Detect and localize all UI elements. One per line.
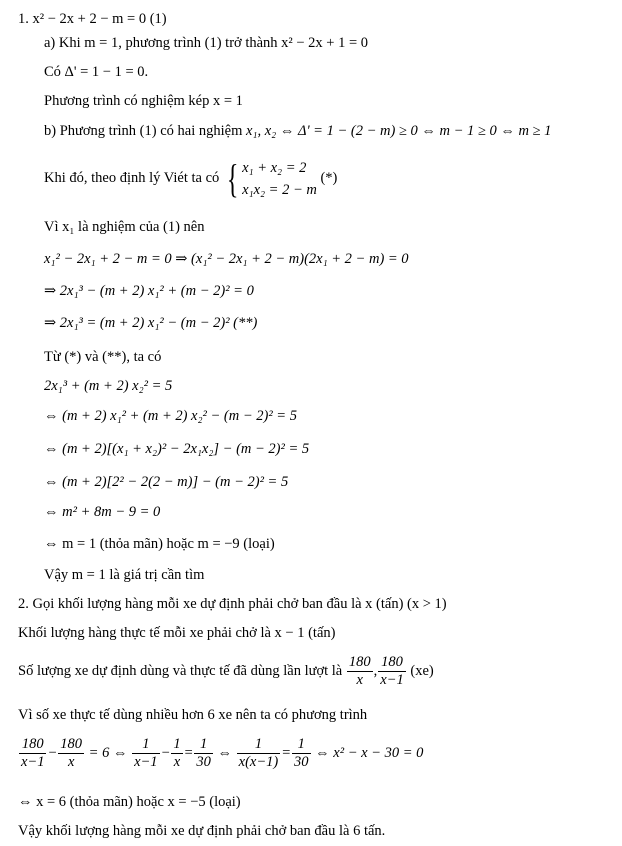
vehicle-count-text: Số lượng xe dự định dùng và thực tế đã dùng lần lượt là xyxy=(18,663,343,679)
equation-5: ⇔ (m + 2) x₁² + (m + 2) x₂² − (m − 2)² = 5 xyxy=(44,408,297,424)
denominator: 30 xyxy=(294,754,309,771)
root-statement: Vì x₁ là nghiệm của (1) nên xyxy=(44,219,205,235)
main-equation: $\frac{180}{x-1}$ − $\frac{180}{x}$ = 6 ⇔ $\frac{1}{x-1}$ − $\frac{1}{x}$ = $\frac{1}{30}$ ⇔ $\frac{1}{x(x-1)}$ = $\frac{1}{30}$ ⇔ x² − x − 30 = 0 xyxy=(21,736,424,771)
fraction-q1 xyxy=(19,736,46,771)
vieta-product: x₁x₂ = 2 − m xyxy=(242,181,317,198)
numerator: 1 xyxy=(142,736,150,753)
fraction-180-x xyxy=(347,654,373,689)
part-b-statement xyxy=(44,122,551,140)
part-b-text: b) Phương trình (1) có hai nghiệm xyxy=(44,123,243,139)
equation-6: ⇔ (m + 2)[(x₁ + x₂)² − 2x₁x₂] − (m − 2)² = 5 xyxy=(44,441,310,457)
equivalence: ⇔ xyxy=(217,745,233,761)
equation-1: x₁² − 2x₁ + 2 − m = 0 ⇒ (x₁² − 2x₁ + 2 − m)(2x₁ + 2 − m) = 0 xyxy=(44,251,409,267)
numerator: 1 xyxy=(200,736,208,753)
part-a-statement: a) Khi m = 1, phương trình (1) trở thành x² − 2x + 1 = 0 xyxy=(44,35,369,51)
fraction-q4 xyxy=(132,736,159,771)
numerator: 180 xyxy=(21,736,44,753)
equation-8: ⇔ m² + 8m − 9 = 0 xyxy=(44,504,161,520)
discriminant-line: Có Δ' = 1 − 1 = 0. xyxy=(44,64,149,80)
equation-7: ⇔ (m + 2)[2² − 2(2 − m)] − (m − 2)² = 5 xyxy=(44,474,289,490)
equation-3: ⇒ 2x₁³ = (m + 2) x₁² − (m − 2)² (**) xyxy=(44,315,258,331)
fraction-q8 xyxy=(237,736,281,771)
double-root-line: Phương trình có nghiệm kép x = 1 xyxy=(44,93,243,109)
numerator: 180 xyxy=(381,654,403,671)
star-label: (*) xyxy=(320,170,338,186)
denominator: x(x−1) xyxy=(238,754,279,771)
solution-line: ⇔ x = 6 (thỏa mãn) hoặc x = −5 (loại) xyxy=(18,794,241,810)
equation-9: ⇔ m = 1 (thỏa mãn) hoặc m = −9 (loại) xyxy=(44,536,275,552)
fraction-q5 xyxy=(171,736,182,771)
conclusion-1: Vậy m = 1 là giá trị cần tìm xyxy=(44,567,205,583)
vieta-sum: x₁ + x₂ = 2 xyxy=(242,159,307,176)
equation-intro: Vì số xe thực tế dùng nhiều hơn 6 xe nên ta có phương trình xyxy=(18,707,368,723)
vieta-text: Khi đó, theo định lý Viét ta có xyxy=(44,170,220,186)
numerator: 1 xyxy=(297,736,305,753)
numerator: 1 xyxy=(173,736,181,753)
problem-1-equation: 1. x² − 2x + 2 − m = 0 (1) xyxy=(18,11,167,27)
fraction-q6 xyxy=(194,736,213,771)
denominator: x xyxy=(347,671,373,689)
denominator: x−1 xyxy=(380,672,404,689)
vehicle-count-line: Số lượng xe dự định dùng và thực tế đã dùng lần lượt là $\frac{180}{x}$ , $\frac{180}{x-1}$ (xe) xyxy=(18,654,434,689)
brace: { xyxy=(226,155,239,201)
actual-load-line: Khối lượng hàng thực tế mỗi xe phải chở là x − 1 (tấn) xyxy=(18,625,336,641)
fraction-q9 xyxy=(292,736,311,771)
vieta-system xyxy=(242,157,317,201)
vieta-line xyxy=(44,156,337,201)
denominator: 30 xyxy=(196,754,211,771)
numerator: 180 xyxy=(60,736,83,753)
problem-2-statement: 2. Gọi khối lượng hàng mỗi xe dự định phải chở ban đầu là x (tấn) (x > 1) xyxy=(18,596,447,612)
quadratic: ⇔ x² − x − 30 = 0 xyxy=(315,745,424,761)
part-b-condition: x₁, x₂ ⇔ Δ' = 1 − (2 − m) ≥ 0 ⇔ m − 1 ≥ 0 ⇔ m ≥ 1 xyxy=(245,123,552,139)
final-conclusion: Vậy khối lượng hàng mỗi xe dự định phải chở ban đầu là 6 tấn. xyxy=(18,823,386,839)
from-star-line: Từ (*) và (**), ta có xyxy=(44,349,162,365)
equation-2: ⇒ 2x₁³ − (m + 2) x₁² + (m − 2)² = 0 xyxy=(44,283,254,299)
numerator: 1 xyxy=(254,736,263,753)
denominator: x xyxy=(171,753,182,771)
denominator: x−1 xyxy=(21,754,45,771)
denominator: x xyxy=(58,753,84,771)
fraction-180-x-minus-1 xyxy=(378,654,405,689)
equation-4: 2x₁³ + (m + 2) x₂² = 5 xyxy=(44,378,173,394)
fraction-q2 xyxy=(58,736,84,771)
equals-six: = 6 ⇔ xyxy=(88,745,128,761)
denominator: x−1 xyxy=(134,754,158,771)
numerator: 180 xyxy=(348,654,371,671)
unit-xe: (xe) xyxy=(410,663,434,679)
